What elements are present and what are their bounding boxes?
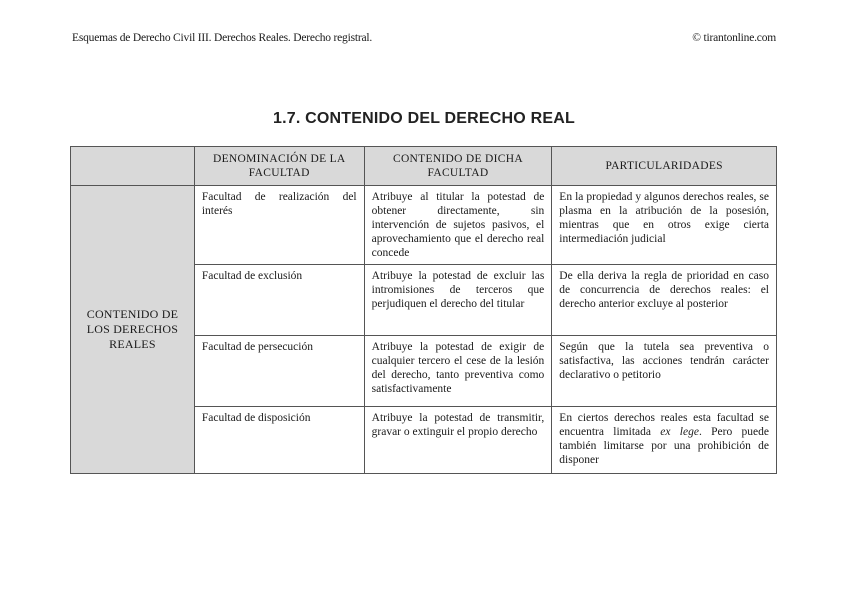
cell-denominacion: Facultad de persecución	[194, 336, 364, 407]
cell-particularidades: Según que la tutela sea preventiva o satisfactiva, las acciones tendrán carácter declarativo o petitorio	[552, 336, 777, 407]
cell-contenido: Atribuye al titular la potestad de obtener directamente, sin intervención de sujetos pasivos, el aprovechamiento que el derecho real concede	[364, 186, 552, 265]
cell-contenido: Atribuye la potestad de excluir las intromisiones de terceros que perjudiquen el derecho del titular	[364, 265, 552, 336]
particularidades-text-before: En ciertos derechos reales esta facultad se encuentra limitada	[559, 412, 769, 438]
content-table	[70, 146, 777, 474]
cell-denominacion: Facultad de realización del interés	[194, 186, 364, 265]
table-corner-cell	[71, 147, 195, 186]
section-title: 1.7. CONTENIDO DEL DERECHO REAL	[273, 110, 575, 127]
header-book-title: Esquemas de Derecho Civil III. Derechos Reales. Derecho registral.	[72, 32, 373, 44]
row-header-contenido-derechos-reales: CONTENIDO DE LOS DERECHOS REALES	[71, 186, 195, 474]
running-header	[72, 32, 776, 44]
cell-denominacion: Facultad de disposición	[194, 407, 364, 474]
table-header-row	[71, 147, 777, 186]
header-copyright: © tirantonline.com	[692, 32, 776, 44]
table-row	[71, 186, 777, 265]
column-header-particularidades: PARTICULARIDADES	[552, 147, 777, 186]
column-header-contenido: CONTENIDO DE DICHA FACULTAD	[364, 147, 552, 186]
cell-particularidades	[552, 407, 777, 474]
column-header-denominacion: DENOMINACIÓN DE LA FACULTAD	[194, 147, 364, 186]
cell-contenido: Atribuye la potestad de transmitir, gravar o extinguir el propio derecho	[364, 407, 552, 474]
cell-contenido: Atribuye la potestad de exigir de cualquier tercero el cese de la lesión del derecho, tanto preventiva como satisfactivamente	[364, 336, 552, 407]
particularidades-text-italic: ex lege	[660, 426, 699, 438]
cell-particularidades: En la propiedad y algunos derechos reales, se plasma en la atribución de la posesión, mientras que en otros exige cierta intermediación judicial	[552, 186, 777, 265]
cell-denominacion: Facultad de exclusión	[194, 265, 364, 336]
particularidades-text-after: . Pero puede también limitarse por una prohibición de disponer	[559, 426, 769, 466]
cell-particularidades: De ella deriva la regla de prioridad en caso de concurrencia de derechos reales: el derecho anterior excluye al posterior	[552, 265, 777, 336]
